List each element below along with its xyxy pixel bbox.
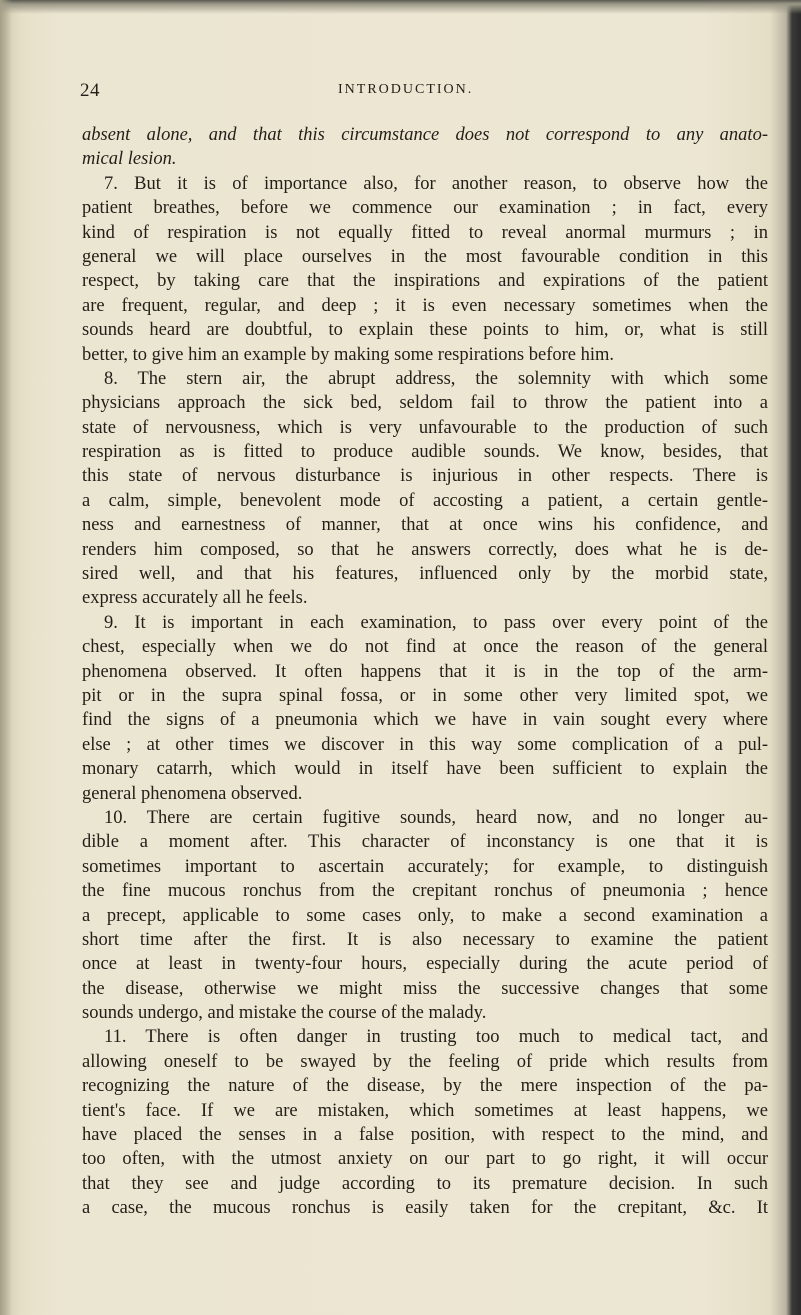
text-line: chest, especially when we do not find at once the reason of the general xyxy=(82,637,768,658)
text-line: have placed the senses in a false position, with respect to the mind, and xyxy=(82,1125,768,1146)
running-head-title: INTRODUCTION. xyxy=(338,82,474,97)
text-line: sounds heard are doubtful, to explain these points to him, or, what is still xyxy=(82,320,768,341)
text-line: sired well, and that his features, influenced only by the morbid state, xyxy=(82,564,768,585)
text-line: too often, with the utmost anxiety on our part to go right, it will occur xyxy=(82,1149,768,1170)
text-line: a precept, applicable to some cases only, to make a second examination a xyxy=(82,905,768,926)
text-line: the disease, otherwise we might miss the successive changes that some xyxy=(82,978,768,999)
text-line: ness and earnestness of manner, that at once wins his confidence, and xyxy=(82,515,768,536)
page-top-shadow xyxy=(0,0,801,14)
text-line: short time after the first. It is also necessary to examine the patient xyxy=(82,929,768,950)
text-line: respiration as is fitted to produce audible sounds. We know, besides, that xyxy=(82,442,768,463)
text-line: the fine mucous ronchus from the crepitant ronchus of pneumonia ; hence xyxy=(82,881,768,902)
text-line: 7. But it is of importance also, for another reason, to observe how the xyxy=(104,173,768,194)
page-number: 24 xyxy=(80,80,100,101)
text-line: general phenomena observed. xyxy=(82,783,303,804)
text-line: phenomena observed. It often happens that it is in the top of the arm- xyxy=(82,661,768,682)
text-line: 11. There is often danger in trusting too much to medical tact, and xyxy=(104,1027,768,1048)
text-line: mical lesion. xyxy=(82,149,177,170)
text-line: absent alone, and that this circumstance does not correspond to any anato- xyxy=(82,125,768,145)
text-line: a case, the mucous ronchus is easily taken for the crepitant, &c. It xyxy=(82,1198,768,1219)
text-line: respect, by taking care that the inspirations and expirations of the patient xyxy=(82,271,768,292)
text-line: tient's face. If we are mistaken, which sometimes at least happens, we xyxy=(82,1100,768,1121)
text-line: sounds undergo, and mistake the course of the malady. xyxy=(82,1003,487,1024)
text-line: that they see and judge according to its premature decision. In such xyxy=(82,1173,768,1194)
text-line: physicians approach the sick bed, seldom fail to throw the patient into a xyxy=(82,393,768,414)
text-line: 8. The stern air, the abrupt address, the solemnity with which some xyxy=(104,368,768,389)
text-line: pit or in the supra spinal fossa, or in some other very limited spot, we xyxy=(82,685,768,706)
text-line: kind of respiration is not equally fitted to reveal anormal murmurs ; in xyxy=(82,222,768,243)
text-line: recognizing the nature of the disease, by the mere inspection of the pa- xyxy=(82,1076,768,1097)
text-line: sometimes important to ascertain accurately; for example, to distinguish xyxy=(82,856,768,877)
text-line: find the signs of a pneumonia which we have in vain sought every where xyxy=(82,710,768,731)
text-line: general we will place ourselves in the most favourable condition in this xyxy=(82,246,768,267)
text-line: renders him composed, so that he answers correctly, does what he is de- xyxy=(82,539,768,560)
text-line: monary catarrh, which would in itself have been sufficient to explain the xyxy=(82,759,768,780)
text-line: better, to give him an example by making some respirations before him. xyxy=(82,344,615,365)
text-line: a calm, simple, benevolent mode of accosting a patient, a certain gentle- xyxy=(82,490,768,511)
text-line: this state of nervous disturbance is injurious in other respects. There is xyxy=(82,466,768,487)
text-line: dible a moment after. This character of inconstancy is one that it is xyxy=(82,832,768,853)
body-text xyxy=(82,123,768,1221)
text-line: once at least in twenty-four hours, especially during the acute period of xyxy=(82,954,768,975)
running-head xyxy=(0,80,801,104)
text-line: patient breathes, before we commence our examination ; in fact, every xyxy=(82,198,768,219)
text-line: 10. There are certain fugitive sounds, heard now, and no longer au- xyxy=(104,807,768,828)
text-line: else ; at other times we discover in this way some complication of a pul- xyxy=(82,734,768,755)
text-line: allowing oneself to be swayed by the feeling of pride which results from xyxy=(82,1051,768,1072)
page-gutter-edge xyxy=(0,0,12,1315)
text-line: express accurately all he feels. xyxy=(82,588,308,609)
text-line: are frequent, regular, and deep ; it is even necessary sometimes when the xyxy=(82,295,768,316)
text-line: state of nervousness, which is very unfavourable to the production of such xyxy=(82,417,768,438)
text-line: 9. It is important in each examination, to pass over every point of the xyxy=(104,612,768,633)
